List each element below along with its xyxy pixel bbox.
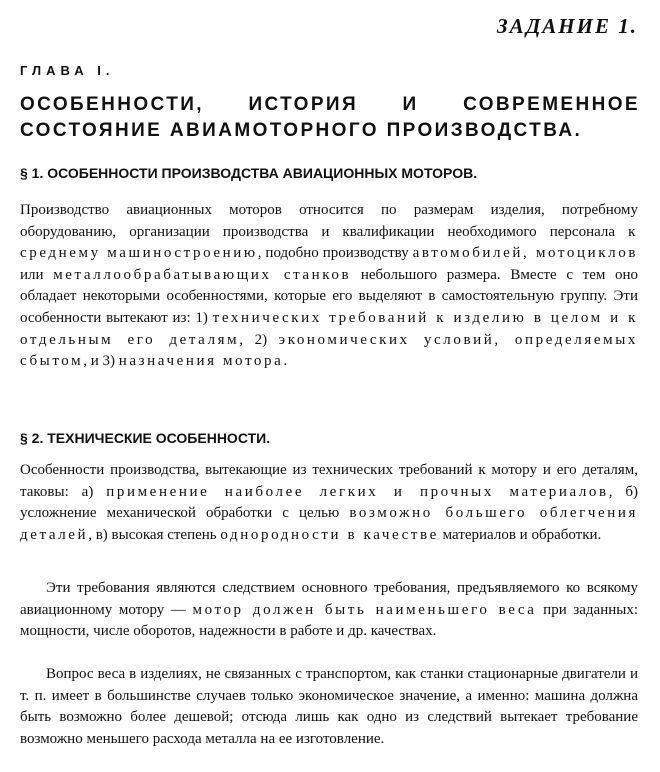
- text-run: небольшого размера. Вместе с тем оно обладает некоторыми особенностями, которые его выделяют в самостоятельную группу. Эти особенности вытекают из: 1): [20, 266, 639, 326]
- section-1-paragraph: [20, 200, 638, 373]
- spaced-emphasis: металлообрабатывающих станков: [53, 266, 352, 283]
- spaced-emphasis: применение наиболее легких и прочных материалов: [106, 483, 609, 500]
- text-run: .: [283, 353, 288, 370]
- chapter-label: ГЛАВА I.: [20, 63, 115, 78]
- section-2-paragraph-1: [20, 460, 638, 546]
- spaced-emphasis: возможно большего облегчения деталей: [20, 505, 638, 543]
- text-run: при заданных: мощности, числе оборотов, надежности в работе и др. качествах.: [20, 601, 639, 640]
- text-run: материалов и обработки.: [438, 526, 602, 543]
- spaced-emphasis: однородности в качестве: [220, 526, 439, 543]
- spaced-emphasis: автомобилей, мотоциклов: [412, 245, 639, 262]
- text-run: Особенности производства, вытекающие из технических требований к мотору и его деталям, таковы: а): [20, 462, 638, 500]
- text-run: , подобно производству: [257, 245, 413, 262]
- text-run: или: [20, 266, 54, 283]
- section-2-heading: § 2. ТЕХНИЧЕСКИЕ ОСОБЕННОСТИ.: [20, 430, 271, 446]
- text-run: , б) усложнение механической обработки с целью: [20, 483, 639, 522]
- text-run: Производство авиационных моторов относится по размерам изделия, потребному оборудованию, организации производства и квалификации необходимого персонала: [20, 202, 638, 240]
- text-run: , и 3): [83, 353, 119, 370]
- assignment-header: ЗАДАНИЕ 1.: [496, 14, 638, 38]
- section-2-paragraph-2: [20, 578, 638, 643]
- spaced-emphasis: экономических условий, определяемых сбытом: [20, 331, 638, 370]
- text-run: , 2): [239, 331, 279, 348]
- spaced-emphasis: к среднему машиностроению: [20, 223, 638, 262]
- text-run: , в) высокая степень: [88, 526, 221, 543]
- section-1-heading: § 1. ОСОБЕННОСТИ ПРОИЗВОДСТВА АВИАЦИОННЫХ МОТОРОВ.: [20, 165, 478, 181]
- spaced-emphasis: мотор должен быть наименьшего веса: [192, 601, 537, 618]
- spaced-emphasis: назначения мотора: [118, 353, 284, 370]
- section-2-paragraph-3: Вопрос веса в изделиях, не связанных с транспортом, как станки стационарные двигатели и т. п. имеет в большинстве случаев только экономическое значение, а именно: машина должна быть возможно более дешевой; отсюда лишь как одно из следствий вытекает требование возможно меньшего расхода металла на ее изготовление.: [20, 666, 638, 747]
- spaced-emphasis: технических требований к изделию в целом и к отдельным его деталям: [20, 309, 639, 348]
- chapter-title: ОСОБЕННОСТИ, ИСТОРИЯ И СОВРЕМЕННОЕ СОСТОЯНИЕ АВИАМОТОРНОГО ПРОИЗВОДСТВА.: [20, 94, 640, 141]
- text-run: Эти требования являются следствием основного требования, предъявляемого ко всякому авиационному мотору —: [20, 580, 638, 618]
